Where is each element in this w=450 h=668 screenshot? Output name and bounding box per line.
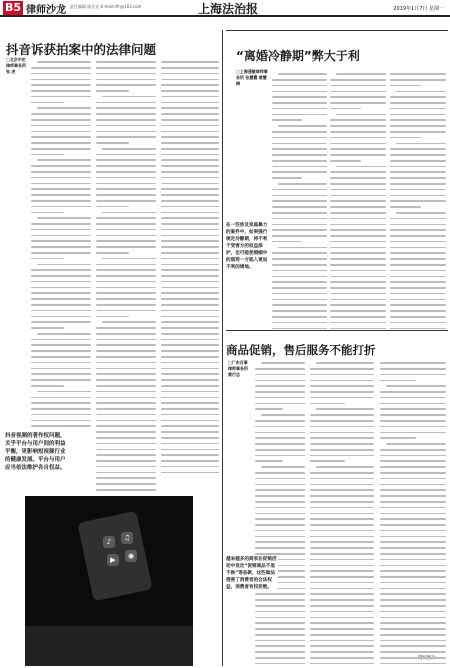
hand-shape	[25, 626, 193, 666]
column-name: 律师沙龙	[26, 5, 66, 16]
article-body-column	[310, 358, 374, 668]
article-body-column	[31, 57, 91, 427]
article-title: “离婚冷静期”弊大于利	[236, 49, 360, 63]
article-body-column	[380, 358, 446, 668]
issue-date: 2019年1月7日 星期一	[393, 6, 444, 12]
column-divider	[222, 30, 223, 666]
article-body-column	[96, 57, 156, 492]
pull-quote: 越来越多的商家在促销活动中设定“促销商品不退不换”等条款，这些做法侵害了消费者的合法权益，消费者有权拒绝。	[226, 557, 277, 590]
byline: □广东百事律师事务所 黄行忠	[228, 360, 248, 377]
tiktok-icon: ♪	[103, 536, 115, 548]
article-body-column	[390, 69, 446, 329]
illustration-photo	[25, 496, 193, 666]
section-rule	[226, 330, 448, 331]
page-number: B5	[4, 1, 22, 14]
camera-icon: ◉	[125, 550, 137, 562]
article-body-column	[272, 69, 327, 329]
article-title: 抖音诉获拍案中的法律问题	[6, 42, 157, 57]
article-body-column	[330, 69, 386, 329]
video-icon: ▶	[107, 554, 119, 566]
editor-info: 责任编辑 陈宏光 E-mail:dfr@163.com	[70, 4, 142, 9]
article-body-column	[255, 358, 305, 668]
pull-quote: 抖音视频的著作权问题，关乎平台与用户间的利益平衡，更影响短视频行业的健康发展。平台与用户应当依法维护各自权益。	[5, 433, 66, 471]
byline: □上海通敏律师事务所 张慧霞 黄慧梅	[236, 69, 268, 86]
page-header	[0, 0, 450, 17]
masthead-logo: 上海法治报	[198, 2, 259, 16]
pull-quote: 在一些涉及家庭暴力的案件中，如果强行规定冷静期，将不利于受害方的权益保护，也可能使婚姻中的弱势一方陷入更加不利的境地。	[226, 223, 268, 270]
article-title: 商品促销，售后服务不能打折	[226, 343, 376, 357]
section-rule	[226, 30, 448, 31]
byline: □北京中伦律师事务所 张 虎	[6, 57, 26, 74]
music-icon: ♫	[121, 532, 133, 544]
article-body-column	[161, 57, 219, 492]
